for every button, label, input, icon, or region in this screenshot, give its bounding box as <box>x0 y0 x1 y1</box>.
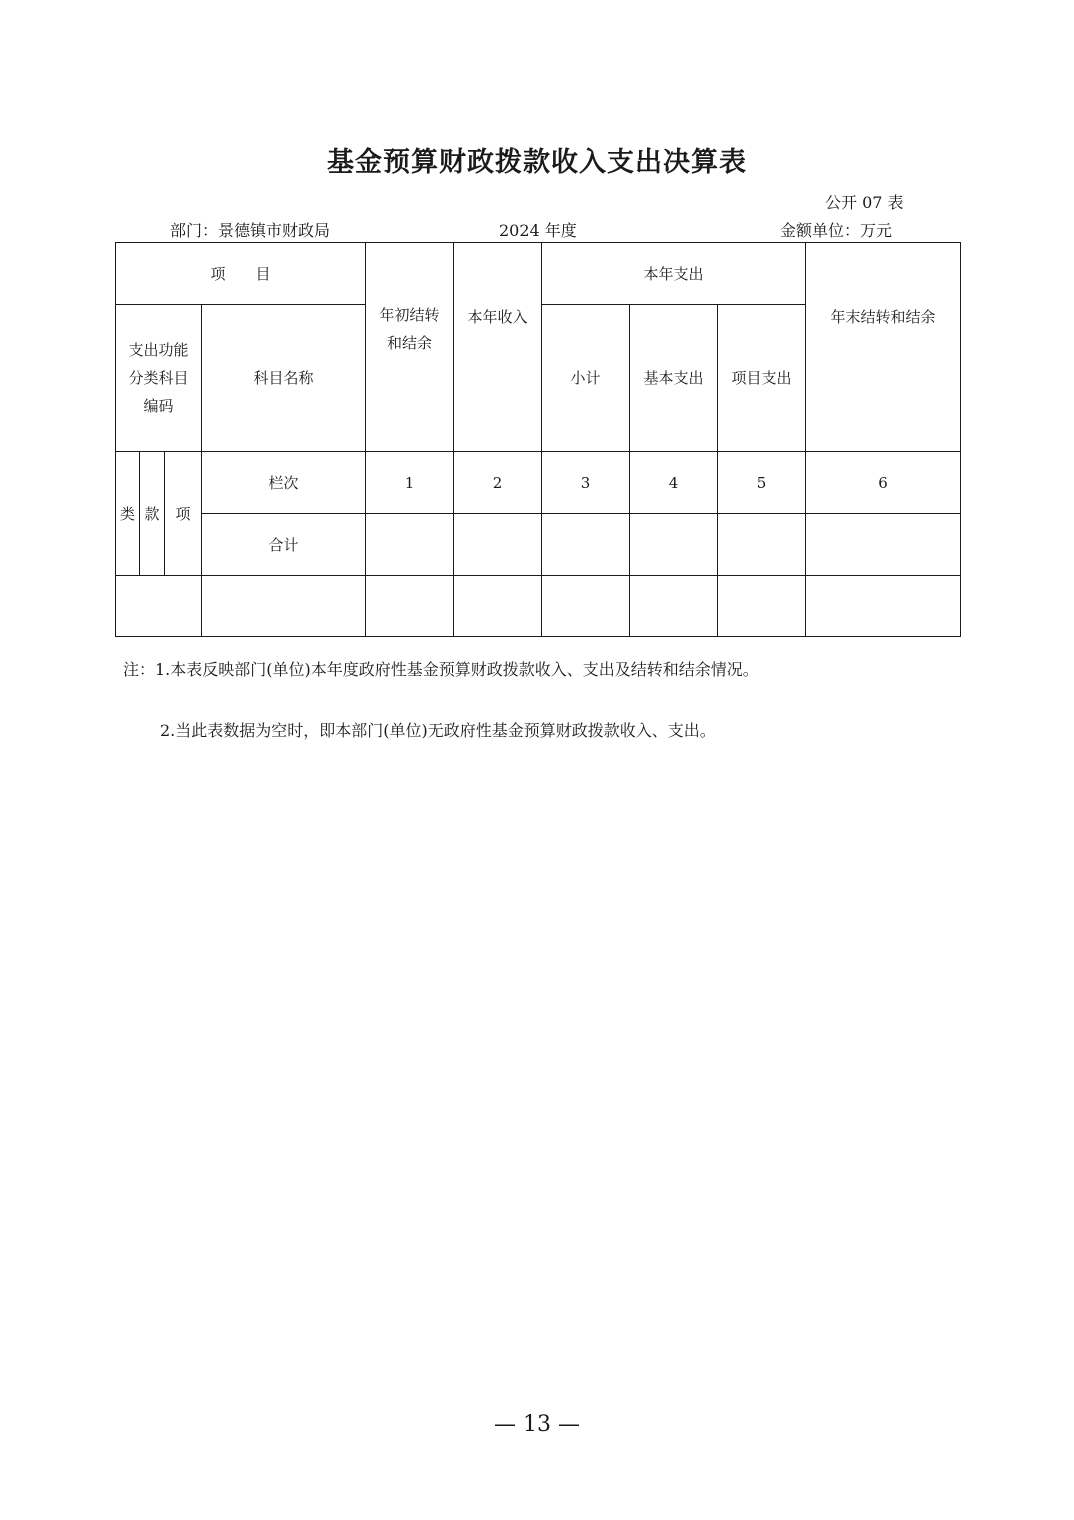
note-1: 注：1.本表反映部门(单位)本年度政府性基金预算财政拨款收入、支出及结转和结余情况。 <box>123 660 759 679</box>
total-cell-3 <box>542 514 630 576</box>
total-cell-1 <box>366 514 454 576</box>
header-income-label: 本年收入 <box>467 308 528 326</box>
header-carryover-end <box>806 243 961 452</box>
header-item: 项 目 <box>116 243 366 305</box>
col-number-4: 4 <box>630 452 718 514</box>
page-title: 基金预算财政拨款收入支出决算表 <box>327 147 747 178</box>
col-lei: 类 <box>116 452 140 576</box>
fiscal-year: 2024 年度 <box>499 221 577 240</box>
col-number-6: 6 <box>806 452 961 514</box>
amount-unit: 金额单位：万元 <box>780 221 893 240</box>
header-subtotal: 小计 <box>542 305 630 452</box>
empty-cell-6 <box>806 576 961 637</box>
form-number: 公开 07 表 <box>825 193 904 212</box>
col-kuan: 款 <box>140 452 165 576</box>
empty-cell-5 <box>718 576 806 637</box>
col-number-2: 2 <box>454 452 542 514</box>
header-expense: 本年支出 <box>542 243 806 305</box>
col-number-1: 1 <box>366 452 454 514</box>
note-2: 2.当此表数据为空时，即本部门(单位)无政府性基金预算财政拨款收入、支出。 <box>160 721 716 740</box>
budget-table <box>115 242 961 637</box>
department-label: 部门：景德镇市财政局 <box>170 221 331 240</box>
total-cell-5 <box>718 514 806 576</box>
total-cell-4 <box>630 514 718 576</box>
page-number: — 13 — <box>494 1412 580 1437</box>
header-func-code-label: 支出功能分类科目编码 <box>128 341 189 415</box>
header-income <box>454 243 542 452</box>
col-number-3: 3 <box>542 452 630 514</box>
header-carryover-begin <box>366 243 454 452</box>
header-carryover-begin-label: 年初结转和结余 <box>379 306 440 352</box>
empty-cell-1 <box>366 576 454 637</box>
header-project: 项目支出 <box>718 305 806 452</box>
total-cell-6 <box>806 514 961 576</box>
header-func-code <box>116 305 202 452</box>
col-xiang: 项 <box>165 452 202 576</box>
empty-name-cell <box>202 576 366 637</box>
row-column-no-label: 栏次 <box>202 452 366 514</box>
header-subject-name: 科目名称 <box>202 305 366 452</box>
empty-cell-3 <box>542 576 630 637</box>
empty-cell-2 <box>454 576 542 637</box>
header-carryover-end-label: 年末结转和结余 <box>830 308 936 326</box>
row-total-label: 合计 <box>202 514 366 576</box>
col-number-5: 5 <box>718 452 806 514</box>
header-basic: 基本支出 <box>630 305 718 452</box>
empty-cell-4 <box>630 576 718 637</box>
total-cell-2 <box>454 514 542 576</box>
empty-code-cell <box>116 576 202 637</box>
